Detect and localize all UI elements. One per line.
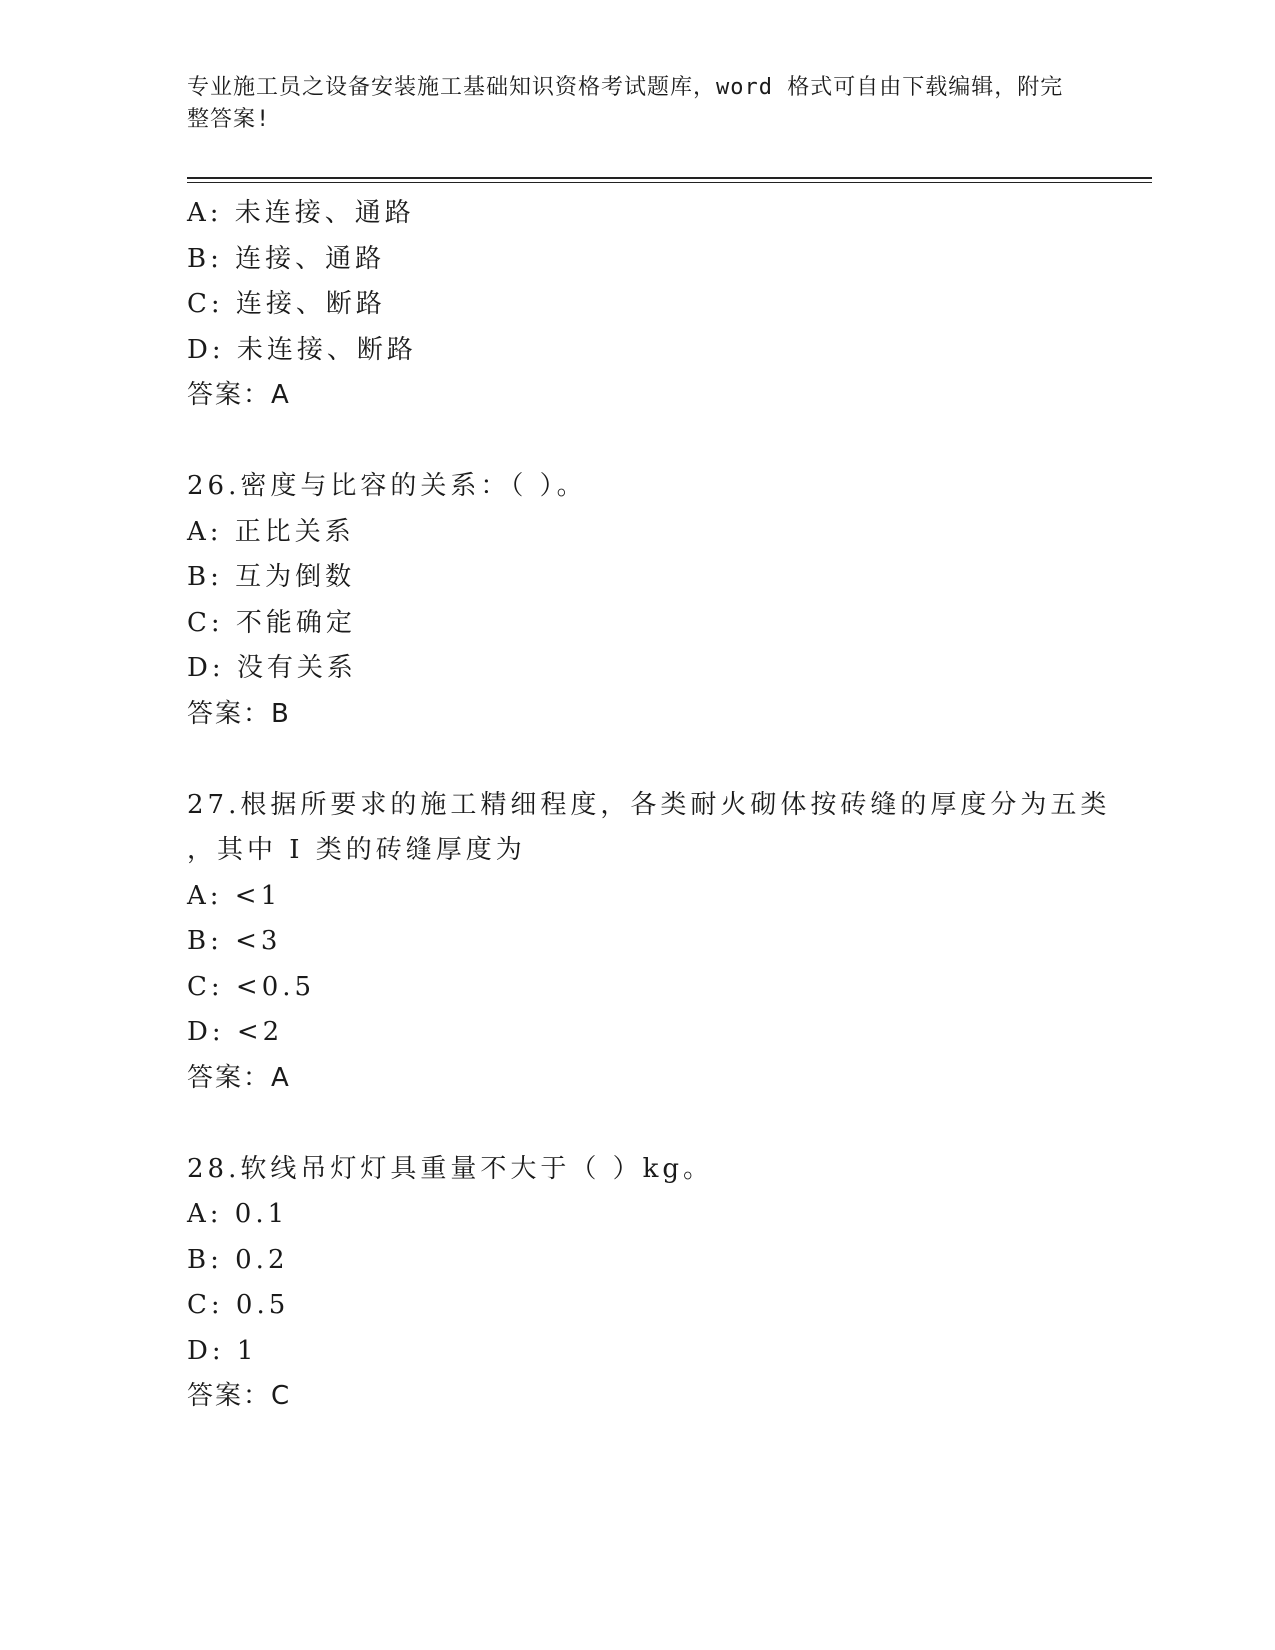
option-b: B: <3: [187, 926, 282, 956]
option-c: C: <0.5: [187, 971, 316, 1002]
option-a: A: <1: [187, 880, 282, 911]
header-divider-thin: [187, 182, 1152, 183]
answer: 答案：B: [187, 698, 291, 729]
spacer: [187, 737, 1087, 783]
option-d: D: 1: [187, 1335, 258, 1366]
option-a: A: 正比关系: [187, 516, 355, 547]
question-stem-line-2: ，其中 I 类的砖缝厚度为: [187, 835, 526, 865]
option-b: B: 0.2: [187, 1244, 289, 1275]
option-c: C: 不能确定: [187, 607, 356, 638]
question-26: [187, 464, 1087, 737]
header-divider-thick: [187, 177, 1152, 179]
spacer: [187, 1101, 1087, 1147]
option-c: C: 连接、断路: [187, 289, 386, 319]
option-d: D: <2: [187, 1017, 284, 1047]
option-b: B: 连接、通路: [187, 243, 386, 274]
question-28: [187, 1147, 1087, 1420]
option-d: D: 没有关系: [187, 653, 357, 683]
question-stem-line-1: 27.根据所要求的施工精细程度，各类耐火砌体按砖缝的厚度分为五类: [187, 789, 1111, 820]
question-stem: 26.密度与比容的关系：（ ）。: [187, 471, 587, 501]
document-header: 专业施工员之设备安装施工基础知识资格考试题库，word 格式可自由下载编辑，附完整答案!: [187, 75, 1064, 132]
answer: 答案：A: [187, 1062, 291, 1093]
question-25-continued: [187, 191, 1087, 419]
spacer: [187, 419, 1087, 465]
answer: 答案：C: [187, 1381, 292, 1411]
answer: 答案：A: [187, 380, 291, 410]
option-c: C: 0.5: [187, 1290, 290, 1320]
option-a: A: 0.1: [187, 1199, 289, 1229]
question-stem: 28.软线吊灯灯具重量不大于（ ）kg。: [187, 1153, 714, 1184]
question-list: [187, 191, 1111, 1420]
option-a: A: 未连接、通路: [187, 198, 415, 228]
option-d: D: 未连接、断路: [187, 334, 417, 365]
question-27: [187, 783, 1111, 1102]
option-b: B: 互为倒数: [187, 562, 356, 592]
